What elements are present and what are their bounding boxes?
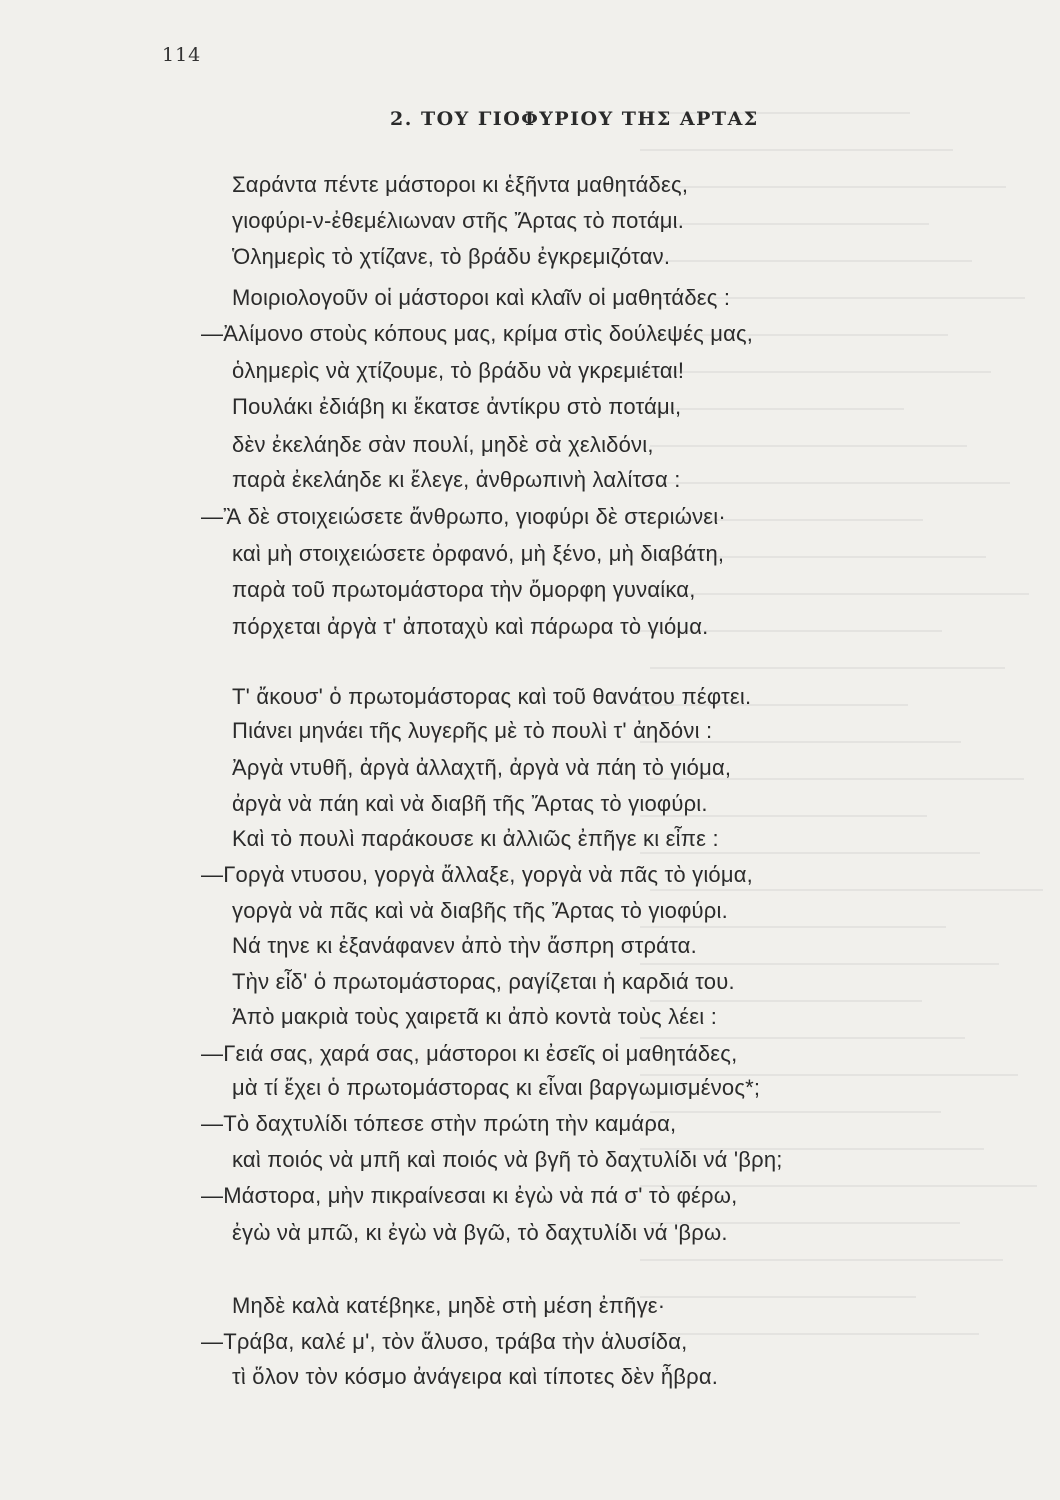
poem-line: —Τράβα, καλέ μ', τὸν ἅλυσο, τράβα τὴν ἁλυσίδα, [201,1329,688,1354]
poem-line: γιοφύρι-ν-ἐθεμέλιωναν στῆς Ἄρτας τὸ ποτάμι. [232,208,685,233]
poem-line: Καὶ τὸ πουλὶ παράκουσε κι ἀλλιῶς ἐπῆγε κι εἶπε : [232,826,719,851]
poem-line: Πιάνει μηνάει τῆς λυγερῆς μὲ τὸ πουλὶ τ' ἀηδόνι : [232,718,713,743]
poem-line: τὶ ὅλον τὸν κόσμο ἀνάγειρα καὶ τίποτες δὲν ἦβρα. [232,1364,719,1389]
poem-line: Τὴν εἶδ' ὁ πρωτομάστορας, ραγίζεται ἡ καρδιά του. [232,969,735,994]
show-through-line [640,371,991,373]
poem-line: —Τὸ δαχτυλίδι τόπεσε στὴν πρώτη τὴν καμάρα, [201,1111,677,1136]
poem-title: 2. ΤΟΥ ΓΙΟΦΥΡΙΟΥ ΤΗΣ ΑΡΤΑΣ [390,108,759,130]
poem-line: ἐγὼ νὰ μπῶ, κι ἐγὼ νὰ βγῶ, τὸ δαχτυλίδι νά 'βρω. [232,1220,728,1245]
show-through-line [640,1259,1003,1261]
show-through-line [640,926,946,928]
poem-line: Τ' ἄκουσ' ὁ πρωτομάστορας καὶ τοῦ θανάτου πέφτει. [232,684,752,709]
poem-line: γοργὰ νὰ πᾶς καὶ νὰ διαβῆς τῆς Ἄρτας τὸ γιοφύρι. [232,898,728,923]
poem-line: Ὁλημερὶς τὸ χτίζανε, τὸ βράδυ ἐγκρεμιζόταν. [232,244,671,269]
poem-line: Πουλάκι ἐδιάβη κι ἔκατσε ἀντίκρυ στὸ ποτάμι, [232,394,682,419]
poem-line: Μοιριολογοῦν οἱ μάστοροι καὶ κλαῖν οἱ μαθητάδες : [232,285,731,310]
show-through-line [640,1296,916,1298]
show-through-line [640,149,953,151]
show-through-line [640,186,1006,188]
poem-line: Νά τηνε κι ἐξανάφανεν ἀπὸ τὴν ἄσπρη στράτα. [232,933,697,958]
poem-line: καὶ ποιός νὰ μπῆ καὶ ποιός νὰ βγῆ τὸ δαχτυλίδι νά 'βρη; [232,1147,783,1172]
poem-line: —Μάστορα, μὴν πικραίνεσαι κι ἐγὼ νὰ πά σ' τὸ φέρω, [201,1183,738,1208]
poem-line: Σαράντα πέντε μάστοροι κι ἑξῆντα μαθητάδες, [232,172,689,197]
poem-line: —Ἀλίμονο στοὺς κόπους μας, κρίμα στὶς δούλεψές μας, [201,321,754,346]
page-number: 114 [162,44,202,66]
show-through-line [640,593,1029,595]
show-through-line [650,667,1005,669]
show-through-line [640,482,1010,484]
poem-line: καὶ μὴ στοιχειώσετε ὀρφανό, μὴ ξένο, μὴ διαβάτη, [232,541,725,566]
show-through-line [650,223,929,225]
show-through-line [650,445,967,447]
poem-line: —Ἂ δὲ στοιχειώσετε ἄνθρωπο, γιοφύρι δὲ στεριώνει· [201,504,726,529]
poem-line: παρὰ ἐκελάηδε κι ἔλεγε, ἀνθρωπινὴ λαλίτσα : [232,467,681,492]
poem-line: Ἀργὰ ντυθῆ, ἀργὰ ἀλλαχτῆ, ἀργὰ νὰ πάη τὸ γιόμα, [232,755,732,780]
poem-line: —Γοργὰ ντυσου, γοργὰ ἄλλαξε, γοργὰ νὰ πᾶς τὸ γιόμα, [201,862,753,887]
poem-line: παρὰ τοῦ πρωτομάστορα τὴν ὄμορφη γυναίκα, [232,577,696,602]
poem-line: πόρχεται ἀργὰ τ' ἀποταχὺ καὶ πάρωρα τὸ γιόμα. [232,614,709,639]
poem-line: —Γειά σας, χαρά σας, μάστοροι κι ἐσεῖς οἱ μαθητάδες, [201,1041,738,1066]
poem-line: δὲν ἐκελάηδε σὰν πουλί, μηδὲ σὰ χελιδόνι, [232,432,654,457]
show-through-line [640,963,999,965]
show-through-line [650,1111,941,1113]
poem-line: ὁλημερὶς νὰ χτίζουμε, τὸ βράδυ νὰ γκρεμιέται! [232,358,685,383]
show-through-line [640,260,972,262]
poem-line: Μηδὲ καλὰ κατέβηκε, μηδὲ στὴ μέση ἐπῆγε· [232,1293,666,1318]
poem-line: μὰ τί ἔχει ὁ πρωτομάστορας κι εἶναι βαργωμισμένος*; [232,1075,761,1100]
poem-line: ἀργὰ νὰ πάη καὶ νὰ διαβῆ τῆς Ἄρτας τὸ γιοφύρι. [232,791,708,816]
show-through-line [650,1333,979,1335]
poem-line: Ἀπὸ μακριὰ τοὺς χαιρετᾶ κι ἀπὸ κοντὰ τοὺς λέει : [232,1004,718,1029]
